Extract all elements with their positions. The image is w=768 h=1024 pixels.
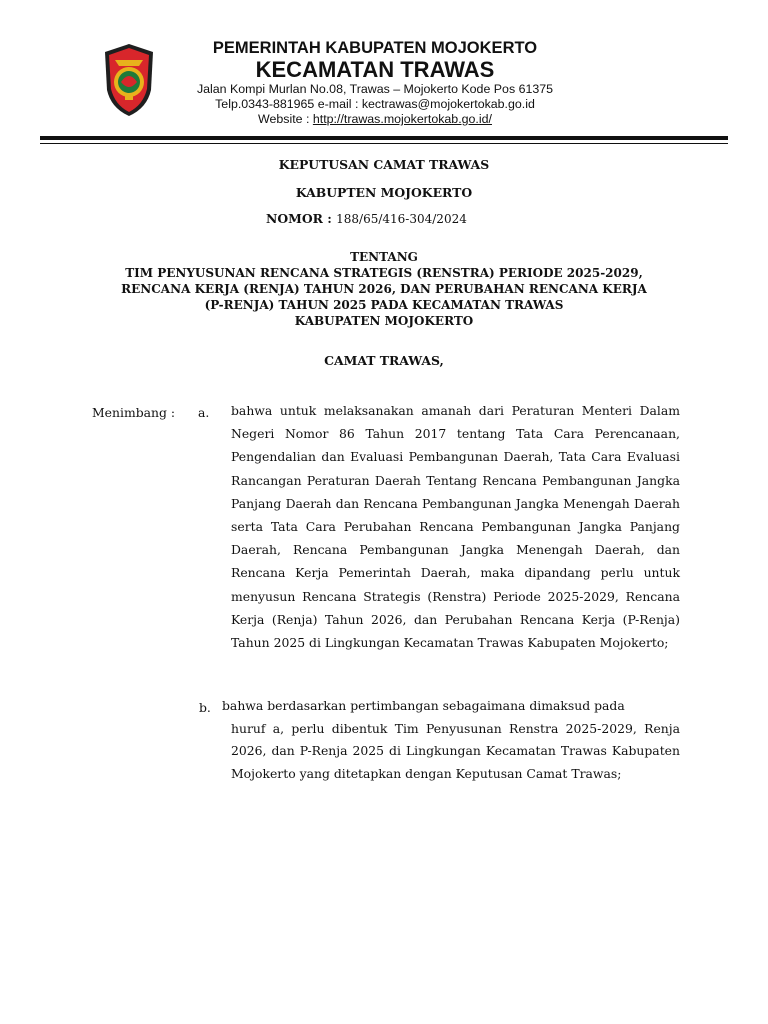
item-b-first-line: bahwa berdasarkan pertimbangan sebagaimana dimaksud pada [222, 698, 625, 713]
mojokerto-emblem-icon [103, 42, 155, 118]
office-website [160, 112, 590, 127]
letterhead-divider-thin [40, 143, 728, 144]
item-b-continuation: huruf a, perlu dibentuk Tim Penyusunan Renstra 2025-2029, Renja 2026, dan P-Renja 2025 di Lingkungan Kecamatan Trawas Kabupaten Mojokerto yang ditetapkan dengan Keputusan Camat Trawas; [231, 720, 680, 781]
website-label: Website : [258, 112, 313, 126]
item-b-marker: b. [199, 700, 211, 715]
decree-number [266, 211, 467, 226]
considering-item-b [222, 695, 680, 785]
letterhead [160, 38, 590, 127]
office-address: Jalan Kompi Murlan No.08, Trawas – Mojokerto Kode Pos 61375 [196, 82, 554, 96]
subject-line: TIM PENYUSUNAN RENCANA STRATEGIS (RENSTRA) PERIODE 2025-2029, [125, 266, 643, 280]
subject-line: KABUPATEN MOJOKERTO [294, 314, 474, 328]
issuing-official: CAMAT TRAWAS, [324, 353, 444, 368]
subject-line: RENCANA KERJA (RENJA) TAHUN 2026, DAN PERUBAHAN RENCANA KERJA [121, 282, 647, 296]
decree-number-value: 188/65/416-304/2024 [336, 212, 467, 226]
decree-title: KEPUTUSAN CAMAT TRAWAS [278, 157, 490, 172]
decree-regency: KABUPTEN MOJOKERTO [295, 185, 473, 200]
considering-label: Menimbang : [92, 405, 176, 420]
decree-number-label: NOMOR : [266, 211, 337, 226]
website-link[interactable]: http://trawas.mojokertokab.go.id/ [312, 112, 492, 126]
office-contact: Telp.0343-881965 e-mail : kectrawas@mojokertokab.go.id [215, 97, 535, 111]
subject-label: TENTANG [350, 250, 418, 264]
subject-line: (P-RENJA) TAHUN 2025 PADA KECAMATAN TRAWAS [204, 298, 564, 312]
item-a-marker: a. [198, 405, 210, 420]
decree-subject [90, 249, 678, 329]
district-name: KECAMATAN TRAWAS [255, 57, 495, 82]
government-name: PEMERINTAH KABUPATEN MOJOKERTO [212, 39, 538, 57]
letterhead-divider-thick [40, 136, 728, 140]
considering-item-a: bahwa untuk melaksanakan amanah dari Peraturan Menteri Dalam Negeri Nomor 86 Tahun 2017 tentang Tata Cara Perencanaan, Pengendalian dan Evaluasi Pembangunan Daerah, Tata Cara Evaluasi Rancangan Peraturan Daerah Tentang Rencana Pembangunan Jangka Panjang Daerah dan Rencana Pembangunan Jangka Menengah Daerah serta Tata Cara Perubahan Rencana Pembangunan Jangka Panjang Daerah, Rencana Pembangunan Jangka Menengah Daerah, dan Rencana Kerja Pemerintah Daerah, maka dipandang perlu untuk menyusun Rencana Strategis (Renstra) Periode 2025-2029, Rencana Kerja (Renja) Tahun 2026, dan Perubahan Rencana Kerja (P-Renja) Tahun 2025 di Lingkungan Kecamatan Trawas Kabupaten Mojokerto; [231, 403, 680, 651]
